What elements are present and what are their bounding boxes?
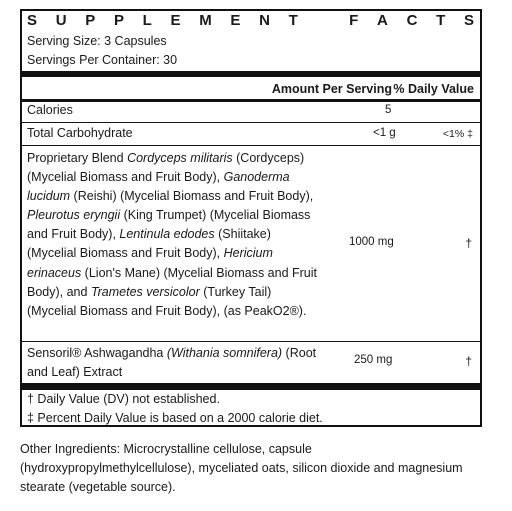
title-letter: L [142,12,152,29]
thick-divider [22,71,480,77]
title-letter: E [230,12,241,29]
row-divider [22,341,480,342]
title-letter: C [406,12,418,29]
other-ingredients: Other Ingredients: Microcrystalline cellulose, capsule (hydroxypropylmethylcellulose), myceliated oats, silicon dioxide and magnesium stearate (vegetable source). [20,442,463,494]
row-divider [22,145,480,146]
ashwagandha-text: Sensoril® Ashwagandha (Withania somnifera) (Root and Leaf) Extract [27,346,317,379]
carbohydrate-dv: <1% ‡ [442,128,473,140]
thick-divider [22,383,480,390]
title-letter: S [27,12,38,29]
title-letter: E [170,12,181,29]
title-letter: P [85,12,96,29]
proprietary-blend-text: Proprietary Blend Cordyceps militaris (Cordyceps) (Mycelial Biomass and Fruit Body), Ganoderma lucidum (Reishi) (Mycelial Biomass and Fruit Body), Pleurotus eryngii (King Trumpet) (Mycelial Biomass and Fruit Body), Lentinula edodes (Shiitake) (Mycelial Biomass and Fruit Body), Hericium erinaceus (Lion's Mane) (Mycelial Biomass and Fruit Body), and Trametes versicolor (Turkey Tail) (Mycelial Biomass and Fruit Body), (as PeakO2®). [27,151,318,318]
title-letter: N [259,12,270,29]
title-letter: T [288,12,298,29]
title-space [316,12,330,32]
calories-label: Calories [27,103,73,117]
title-letter: A [377,12,388,29]
title-letter: S [463,12,474,29]
serving-size: Serving Size: 3 Capsules [27,34,167,48]
row-divider [22,122,480,123]
footnote-double-dagger: ‡ Percent Daily Value is based on a 2000 calorie diet. [27,411,323,425]
blend-dv: † [465,236,472,250]
panel-title [22,12,480,32]
daily-value-header: % Daily Value [393,82,474,96]
supplement-facts-panel [20,9,482,427]
ashwagandha-dv: † [465,354,472,368]
carbohydrate-amount: <1 g [373,127,396,139]
carbohydrate-label: Total Carbohydrate [27,126,133,140]
calories-amount: 5 [385,104,392,116]
footnote-dagger: † Daily Value (DV) not established. [27,392,220,406]
servings-per-container: Servings Per Container: 30 [27,53,178,67]
title-letter: P [113,12,124,29]
title-letter: F [349,12,359,29]
blend-amount: 1000 mg [349,236,394,248]
title-letter: T [436,12,446,29]
amount-per-serving-header: Amount Per Serving [271,82,392,96]
ashwagandha-amount: 250 mg [354,354,393,366]
title-letter: U [55,12,67,29]
header-divider [22,99,480,102]
title-letter: M [199,12,212,29]
